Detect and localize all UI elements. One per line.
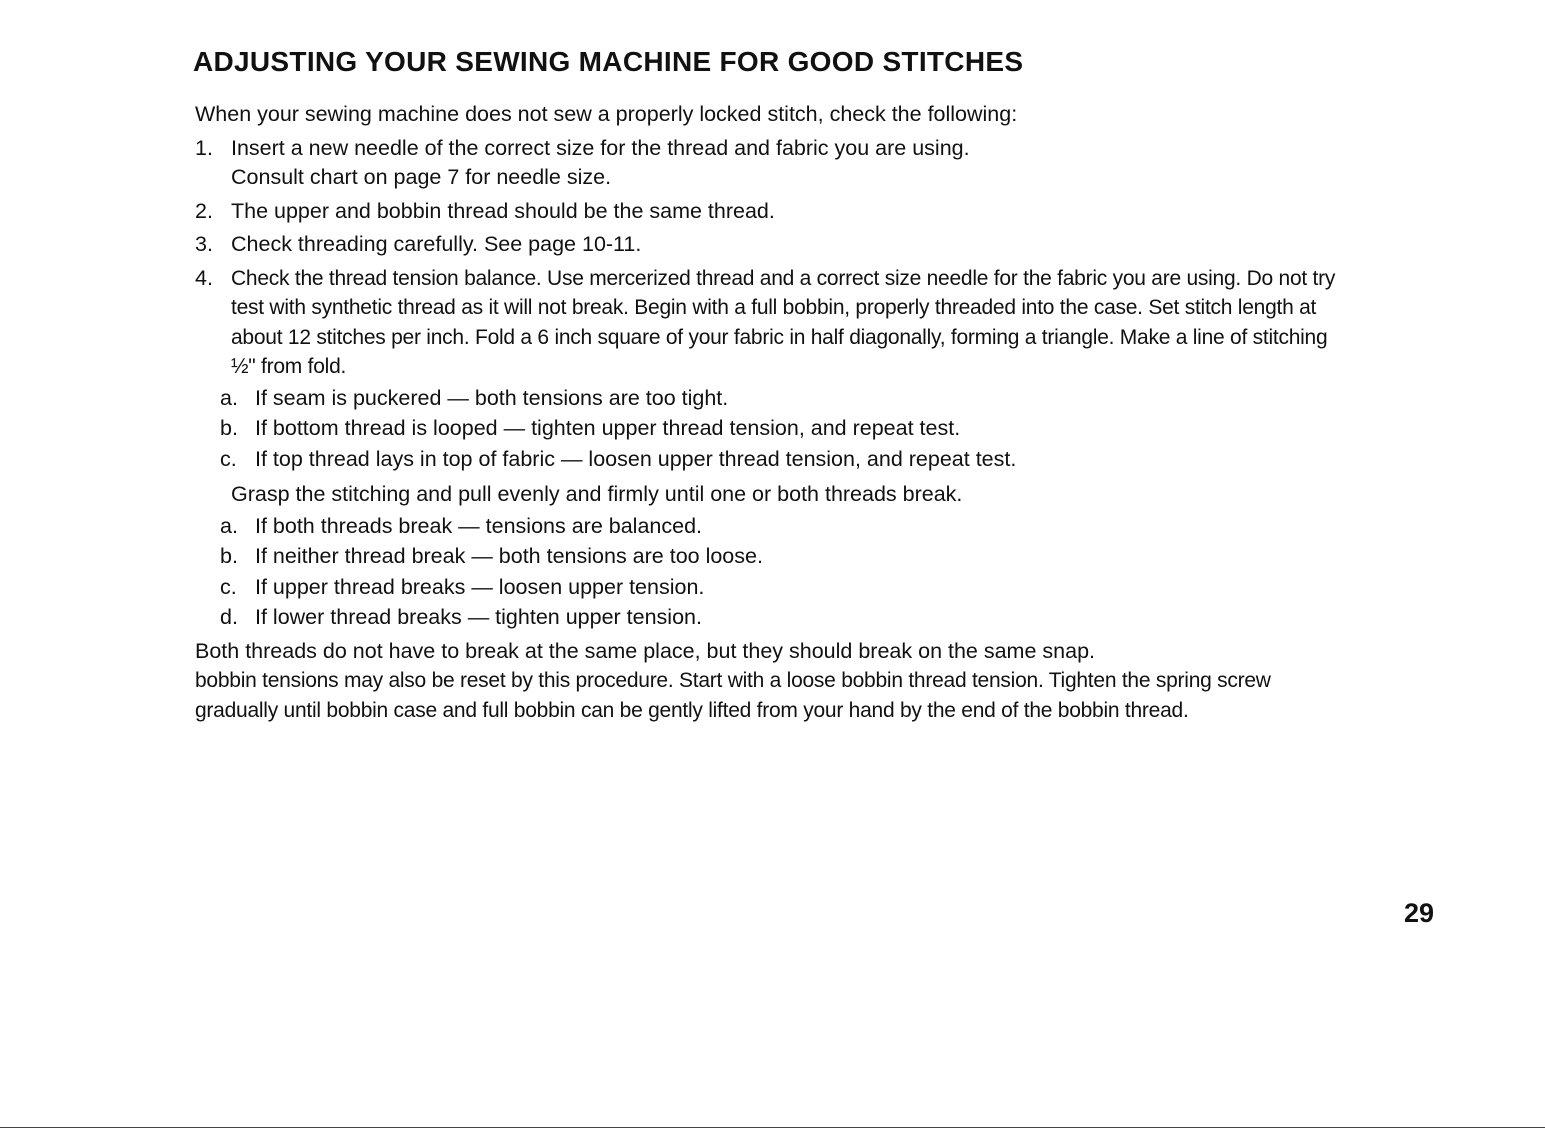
step-text: Insert a new needle of the correct size for the thread and fabric you are using.	[231, 135, 970, 160]
step-3	[195, 230, 1355, 260]
bottom-divider	[0, 1127, 1545, 1128]
closing-text: bobbin tensions may also be reset by this procedure. Start with a loose bobbin thread tension. Tighten the spring screw gradually until bobbin case and full bobbin can be gently lifted from your hand by the end of the bobbin thread.	[195, 669, 1271, 722]
closing-text: Both threads do not have to break at the same place, but they should break on the same snap.	[195, 638, 1095, 663]
step-text: Check threading carefully. See page 10-11.	[231, 232, 642, 256]
list-item-text: If both threads break — tensions are balanced.	[255, 513, 702, 538]
step-number: 1.	[195, 135, 213, 160]
step-4	[195, 264, 1355, 382]
list-item-text: If bottom thread is looped — tighten upper thread tension, and repeat test.	[255, 416, 961, 440]
list-item-text: If top thread lays in top of fabric — loosen upper thread tension, and repeat test.	[255, 446, 1017, 471]
intro-paragraph: When your sewing machine does not sew a properly locked stitch, check the following:	[195, 102, 1018, 126]
list-item-letter: c.	[220, 446, 237, 471]
list-item-letter: d.	[220, 605, 238, 629]
page-number: 29	[1404, 898, 1435, 928]
step-1	[195, 134, 1355, 193]
list-item	[195, 603, 1355, 633]
list-item	[195, 512, 1355, 542]
list-item	[195, 573, 1355, 603]
list-item-letter: b.	[220, 416, 238, 440]
grasp-paragraph: Grasp the stitching and pull evenly and firmly until one or both threads break.	[231, 482, 963, 506]
list-item-letter: c.	[220, 574, 237, 599]
list-item-text: If lower thread breaks — tighten upper tension.	[255, 605, 702, 629]
list-item-letter: a.	[220, 513, 238, 538]
step-number: 4.	[195, 265, 213, 290]
step-text: Check the thread tension balance. Use mercerized thread and a correct size needle for the fabric you are using. Do not try test with synthetic thread as it will not break. Begin with a full bobbin, properly threaded into the case. Set stitch length at about 12 stitches per inch. Fold a 6 inch square of your fabric in half diagonally, forming a triangle. Make a line of stitching ½" from fold.	[231, 266, 1336, 378]
list-item	[195, 384, 1355, 414]
break-check-list	[195, 512, 1355, 633]
list-item-text: If seam is puckered — both tensions are too tight.	[255, 385, 729, 410]
page-content	[195, 100, 1355, 725]
closing-paragraph	[195, 637, 1355, 726]
list-item	[195, 445, 1355, 475]
list-item-letter: b.	[220, 544, 238, 568]
list-item-text: If neither thread break — both tensions are too loose.	[255, 544, 763, 568]
step-text: The upper and bobbin thread should be the same thread.	[231, 198, 775, 223]
list-item-text: If upper thread breaks — loosen upper tension.	[255, 574, 705, 599]
step-text: Consult chart on page 7 for needle size.	[231, 165, 612, 189]
list-item-letter: a.	[220, 385, 238, 410]
step-number: 3.	[195, 232, 213, 256]
step-number: 2.	[195, 198, 213, 223]
list-item	[195, 414, 1355, 444]
page-title: ADJUSTING YOUR SEWING MACHINE FOR GOOD STITCHES	[193, 46, 1024, 77]
seam-check-list	[195, 384, 1355, 475]
list-item	[195, 542, 1355, 572]
step-2	[195, 197, 1355, 227]
